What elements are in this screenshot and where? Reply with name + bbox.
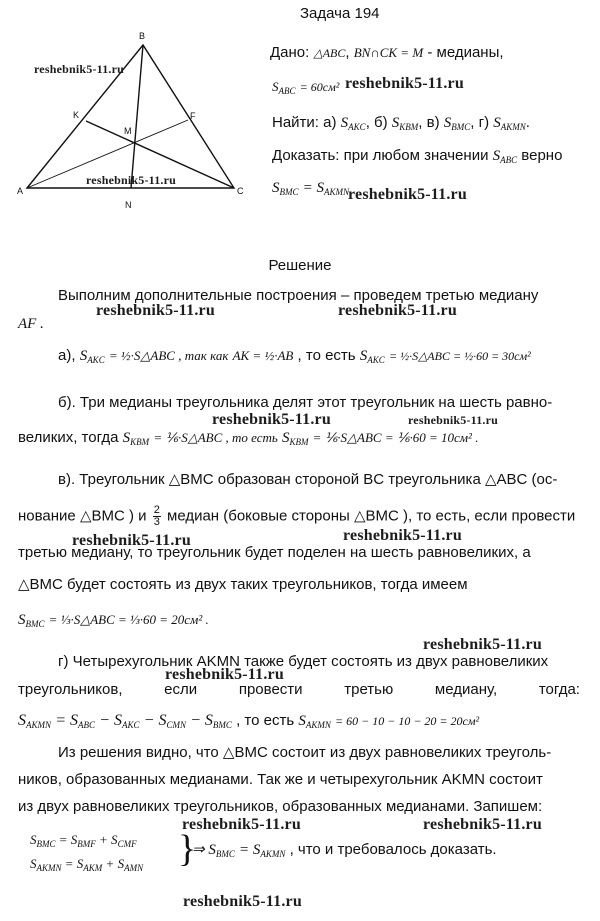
part-b-line2: великих, тогда $S_{KBM}$ = ⅙·S△ABC , то есть $S_{KBM}$ = ⅙·S△ABC = ⅙·60 = 10см² .: [18, 429, 479, 447]
vertex-b-label: B: [139, 31, 146, 41]
conclusion-line1: Из решения видно, что △BMC состоит из двух равновеликих треуголь-: [58, 744, 552, 761]
watermark: reshebnik5-11.ru: [212, 411, 331, 428]
find-line: Найти: а) $S_{AKC}$, б) $S_{KBM}$, в) $S_{BMC}$, г) $S_{AKMN}$.: [272, 114, 530, 132]
system-row-2: $S_{AKMN} = S_{AKM} + S_{AMN}$: [30, 856, 144, 873]
given-line: Дано: △ABC, BN∩CK = M - медианы,: [270, 44, 504, 61]
system-brace: }: [178, 828, 197, 870]
conclusion-line2: ников, образованных медианами. Так же и четырехугольник AKMN состоит: [18, 771, 543, 788]
vertex-c-label: C: [237, 186, 244, 196]
median-bn: [131, 45, 143, 188]
watermark: reshebnik5-11.ru: [423, 816, 542, 833]
system-left: [30, 830, 143, 878]
solution-heading: Решение: [268, 257, 332, 274]
para1-line1: Выполним дополнительные построения – проведем третью медиану: [58, 287, 539, 304]
two-thirds-fraction: $\frac{2}{3}$: [153, 504, 160, 528]
problem-title: Задача 194: [300, 5, 380, 22]
watermark: reshebnik5-11.ru: [345, 75, 464, 92]
watermark: reshebnik5-11.ru: [183, 893, 302, 910]
watermark: reshebnik5-11.ru: [423, 636, 542, 653]
part-v-line5: $S_{BMC}$ = ⅓·S△ABC = ⅓·60 = 20см² .: [18, 612, 209, 629]
part-v-line3: третью медиану, то треугольник будет поделен на шесть равновеликих, а: [18, 544, 531, 561]
point-k-label: K: [73, 110, 80, 120]
watermark: reshebnik5-11.ru: [338, 302, 457, 319]
watermark: reshebnik5-11.ru: [408, 413, 498, 427]
part-v-line4: △BMC будет состоять из двух таких треугольников, тогда имеем: [18, 576, 468, 593]
watermark: reshebnik5-11.ru: [34, 62, 124, 76]
part-g-line2: треугольников, если провести третью медиану, тогда:: [18, 681, 580, 698]
watermark: reshebnik5-11.ru: [96, 302, 215, 319]
watermark: reshebnik5-11.ru: [182, 816, 301, 833]
watermark: reshebnik5-11.ru: [165, 666, 284, 683]
watermark: reshebnik5-11.ru: [72, 532, 191, 549]
part-g-line3: $S_{AKMN} = S_{ABC} - S_{AKC} - S_{CMN} - S_{BMC}$ , то есть $S_{AKMN} = 60 - 10 - 10 - 20 = 20см^2$: [18, 712, 480, 730]
prove-line: Доказать: при любом значении $S_{ABC}$ верно: [272, 147, 563, 165]
system-row-1: $S_{BMC} = S_{BMF} + S_{CMF}$: [30, 832, 137, 849]
vertex-a-label: A: [17, 186, 24, 196]
part-a-line: а), $S_{AKC}$ = ½·S△ABC , так как AK = ½·AB , то есть $S_{AKC}$ = ½·S△ABC = ½·60 = 30см²: [58, 347, 531, 365]
system-conclusion: ⇒ $S_{BMC} = S_{AKMN}$ , что и требовалось доказать.: [192, 841, 497, 859]
para1-line2: AF .: [18, 316, 44, 332]
watermark: reshebnik5-11.ru: [348, 186, 467, 203]
part-v-line1: в). Треугольник △BMC образован стороной BC треугольника △ABC (ос-: [58, 471, 558, 488]
prove-formula: $S_{BMC} = S_{AKMN}$: [272, 180, 350, 197]
conclusion-line3: из двух равновеликих треугольников, образованных медианами. Запишем:: [18, 798, 543, 815]
watermark: reshebnik5-11.ru: [86, 173, 176, 187]
point-n-label: N: [125, 200, 132, 210]
part-v-line2: нование △BMC ) и $\frac{2}{3}$ медиан (боковые стороны △BMC ), то есть, если провести: [18, 504, 576, 528]
point-f-label: F: [190, 111, 196, 121]
part-b-line1: б). Три медианы треугольника делят этот треугольник на шесть равно-: [58, 394, 553, 411]
given-area: $S_{ABC} = 60см^2$: [272, 79, 340, 96]
watermark: reshebnik5-11.ru: [343, 527, 462, 544]
part-g-line1: г) Четырехугольник AKMN также будет состоять из двух равновеликих: [58, 653, 549, 670]
point-m-label: M: [124, 126, 132, 136]
